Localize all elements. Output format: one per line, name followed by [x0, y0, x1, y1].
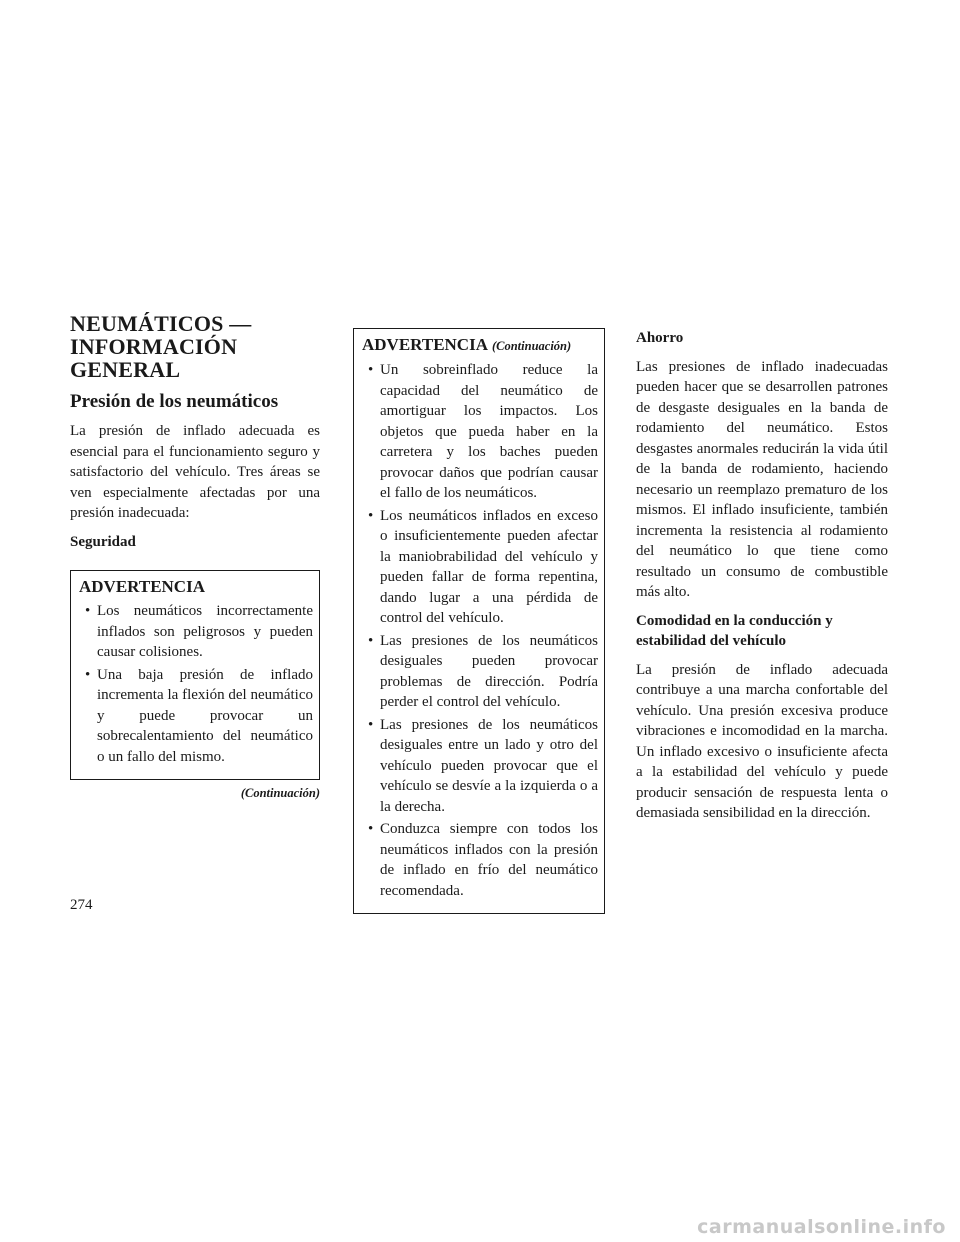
section-title-line-2: INFORMACIÓN: [70, 334, 238, 359]
warning-box-1: [70, 570, 320, 780]
right-column: [636, 328, 888, 832]
watermark: carmanualsonline.info: [697, 1216, 946, 1238]
page-number: 274: [70, 897, 93, 913]
warning-item: • Los neumáticos inflados en exceso o insuficientemente pueden afectar la maniobrabilidad del vehículo y pueden fallar de forma repentina, dando lugar a una pérdida de control del vehículo.: [362, 506, 598, 629]
warning-item: • Las presiones de los neumáticos desiguales entre un lado y otro del vehículo pueden provocar que el vehículo se desvíe a la izquierda o a la derecha.: [362, 715, 598, 818]
intro-paragraph: La presión de inflado adecuada es esencial para el funcionamiento seguro y satisfactorio del vehículo. Tres áreas se ven especialmente afectadas por una presión inadecuada:: [70, 423, 320, 521]
middle-column: [353, 328, 605, 914]
warning-title: ADVERTENCIA: [79, 577, 205, 596]
left-column: [70, 312, 320, 801]
warning-title-text: ADVERTENCIA: [362, 335, 488, 354]
warning-item: • Conduzca siempre con todos los neumáticos inflados con la presión de inflado en frío del neumático recomendada.: [362, 819, 598, 901]
continued-label: (Continuación): [240, 786, 320, 800]
section-title: [70, 312, 320, 381]
warning-list: [79, 601, 313, 767]
comfort-paragraph: La presión de inflado adecuada contribuye a una marcha confortable del vehículo. Una presión excesiva produce vibraciones e incomodidad en la marcha. Un inflado excesivo o insuficiente afecta a la estabilidad del vehículo y puede producir sensación de respuesta lenta o demasiada sensibilidad en la dirección.: [636, 661, 888, 821]
safety-heading: Seguridad: [70, 533, 136, 550]
economy-heading: Ahorro: [636, 330, 684, 346]
economy-paragraph: Las presiones de inflado inadecuadas pueden hacer que se desarrollen patrones de desgaste desiguales en la banda de rodamiento del neumático. Estos desgastes anormales reducirán la vida útil de la banda de rodamiento, haciendo necesario un reemplazo prematuro de los mismos. El inflado insuficiente, también incrementa la resistencia al rodamiento del neumático lo que tiene como resultado un consumo de combustible más alto.: [636, 358, 888, 600]
warning-title-continued: [362, 335, 598, 356]
comfort-heading: [636, 611, 888, 652]
warning-item: • Los neumáticos incorrectamente inflados son peligrosos y pueden causar colisiones.: [79, 601, 313, 663]
warning-item: • Un sobreinflado reduce la capacidad del neumático de amortiguar los impactos. Los objetos que pueda haber en la carretera y los baches pueden provocar daños que podrían causar el fallo de los neumáticos.: [362, 360, 598, 504]
warning-title-suffix: (Continuación): [491, 339, 572, 353]
section-title-line-1: NEUMÁTICOS —: [70, 311, 252, 336]
comfort-heading-line-2: estabilidad del vehículo: [636, 633, 787, 649]
warning-box-2: [353, 328, 605, 914]
subsection-title: Presión de los neumáticos: [70, 391, 279, 412]
comfort-heading-line-1: Comodidad en la conducción y: [636, 612, 833, 629]
warning-item: • Una baja presión de inflado incrementa la flexión del neumático y puede provocar un sobrecalentamiento del neumático o un fallo del mismo.: [79, 665, 313, 768]
warning-list: [362, 360, 598, 901]
warning-item: • Las presiones de los neumáticos desiguales pueden provocar problemas de dirección. Podría perder el control del vehículo.: [362, 631, 598, 713]
section-title-line-3: GENERAL: [70, 357, 181, 382]
